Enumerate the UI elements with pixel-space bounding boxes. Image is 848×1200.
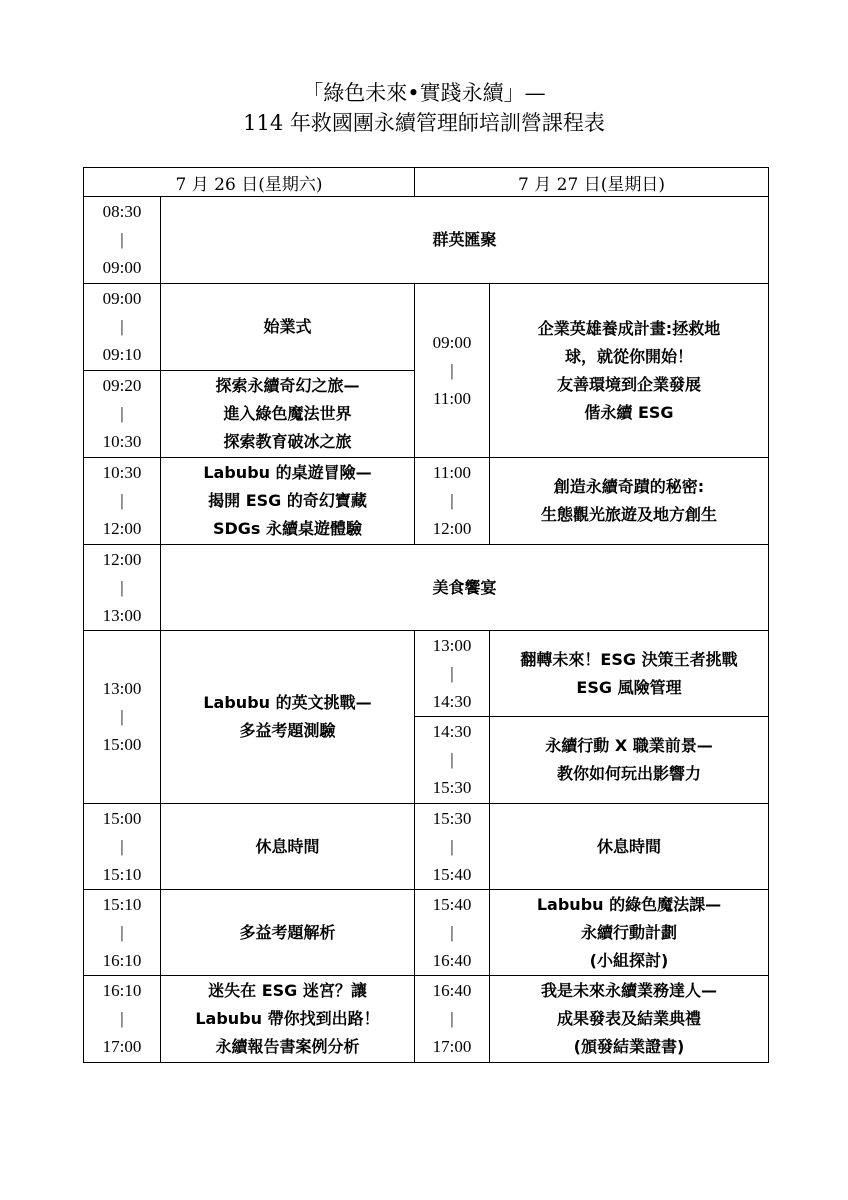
time-cell: 10:30 | 12:00: [84, 458, 161, 545]
time-cell: 15:00 | 15:10: [84, 804, 161, 890]
session-cell: 探索永續奇幻之旅— 進入綠色魔法世界 探索教育破冰之旅: [161, 371, 415, 458]
session-cell: Labubu 的英文挑戰— 多益考題測驗: [161, 631, 415, 804]
time-cell: 08:30 | 09:00: [84, 197, 161, 284]
session-cell-lunch: 美食饗宴: [161, 545, 769, 631]
table-row: [84, 545, 769, 631]
session-cell: 永續行動 X 職業前景— 教你如何玩出影響力: [490, 717, 769, 804]
time-cell: 13:00 | 14:30: [415, 631, 490, 717]
day2-header: 7 月 27 日(星期日): [415, 168, 769, 197]
table-row: [84, 804, 769, 890]
time-cell: 13:00 | 15:00: [84, 631, 161, 804]
time-cell: 16:10 | 17:00: [84, 976, 161, 1063]
day1-header: 7 月 26 日(星期六): [84, 168, 415, 197]
table-row: [84, 976, 769, 1063]
time-cell: 15:30 | 15:40: [415, 804, 490, 890]
table-row: [84, 458, 769, 545]
session-cell: 始業式: [161, 284, 415, 371]
time-cell: 11:00 | 12:00: [415, 458, 490, 545]
session-cell: Labubu 的桌遊冒險— 揭開 ESG 的奇幻寶藏 SDGs 永續桌遊體驗: [161, 458, 415, 545]
time-cell: 15:10 | 16:10: [84, 890, 161, 976]
time-cell: 09:00 | 09:10: [84, 284, 161, 371]
session-cell: 休息時間: [161, 804, 415, 890]
session-cell: Labubu 的綠色魔法課— 永續行動計劃 (小組探討): [490, 890, 769, 976]
table-row: [84, 197, 769, 284]
time-cell: 09:20 | 10:30: [84, 371, 161, 458]
table-row: [84, 284, 769, 371]
time-cell: 15:40 | 16:40: [415, 890, 490, 976]
title-line-1: 「綠色未來•實踐永續」—: [302, 81, 546, 105]
time-cell: 16:40 | 17:00: [415, 976, 490, 1063]
schedule-table: [83, 167, 769, 1063]
table-row: [84, 631, 769, 717]
time-cell: 14:30 | 15:30: [415, 717, 490, 804]
session-cell: 我是未來永續業務達人— 成果發表及結業典禮 (頒發結業證書): [490, 976, 769, 1063]
session-cell: 多益考題解析: [161, 890, 415, 976]
session-cell: 企業英雄養成計畫:拯救地 球，就從你開始！ 友善環境到企業發展 偕永續 ESG: [490, 284, 769, 458]
session-cell: 翻轉未來！ESG 決策王者挑戰 ESG 風險管理: [490, 631, 769, 717]
time-cell: 09:00 | 11:00: [415, 284, 490, 458]
session-cell: 迷失在 ESG 迷宮？讓 Labubu 帶你找到出路！ 永續報告書案例分析: [161, 976, 415, 1063]
session-cell: 休息時間: [490, 804, 769, 890]
title-line-2: 114 年救國團永續管理師培訓營課程表: [243, 111, 605, 135]
page-title: [0, 78, 848, 138]
session-cell-welcome: 群英匯聚: [161, 197, 769, 284]
header-row: [84, 168, 769, 197]
session-cell: 創造永續奇蹟的秘密: 生態觀光旅遊及地方創生: [490, 458, 769, 545]
table-row: [84, 890, 769, 976]
time-cell: 12:00 | 13:00: [84, 545, 161, 631]
